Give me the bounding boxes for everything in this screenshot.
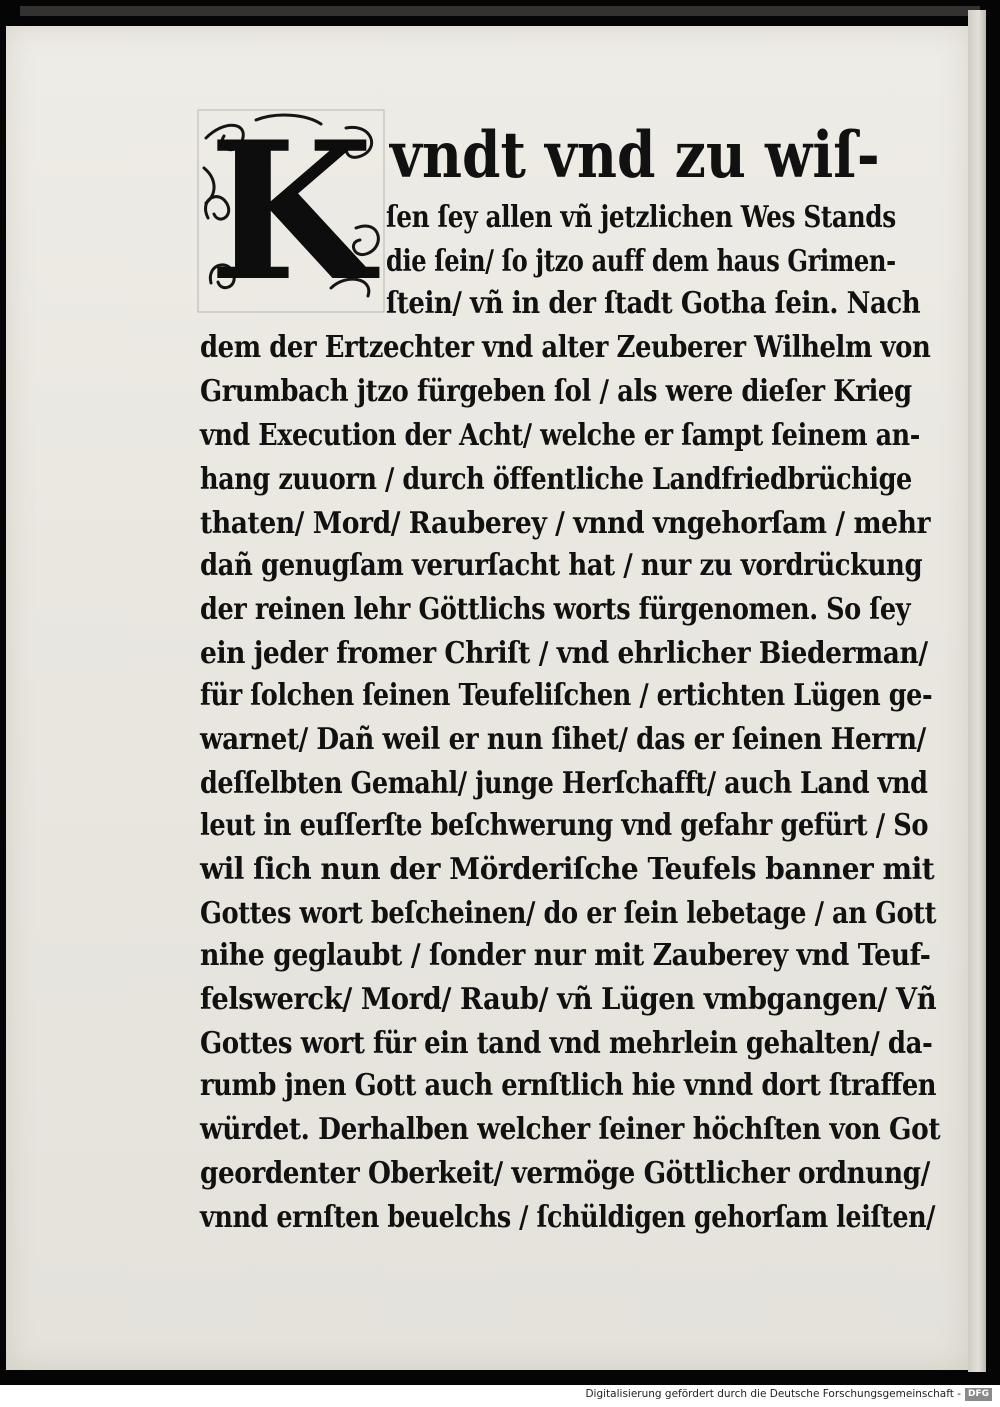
text-line: für ſolchen ſeinen Teufeliſchen / ertichten Lügen ge-: [200, 678, 933, 713]
text-line: würdet. Derhalben welcher ſeiner höchſten von Got: [200, 1112, 941, 1147]
digitization-footer: [585, 1387, 992, 1401]
text-line: rumb jnen Gott auch ernſtlich hie vnnd dort ſtraffen: [200, 1068, 937, 1103]
text-line: der reinen lehr Göttlichs worts fürgenomen. So ſey: [200, 592, 911, 627]
scan-top-strip: [20, 6, 980, 16]
text-line: thaten/ Mord/ Rauberey / vnnd vngehorſam / mehr: [200, 506, 931, 541]
text-line: warnet/ Dañ weil er nun ſihet/ das er ſeinen Herrn/: [200, 722, 926, 757]
text-line: deſſelbten Gemahl/ junge Herſchafft/ auch Land vnd: [200, 766, 928, 801]
decorated-initial-letter: [196, 108, 386, 314]
text-line: felswerck/ Mord/ Raub/ vñ Lügen vmbgangen/ Vñ: [200, 982, 937, 1017]
text-line: vnnd ernſten beuelchs / ſchüldigen gehorſam leiſten/: [200, 1200, 936, 1235]
text-line: hang zuuorn / durch öffentliche Landfriedbrüchige: [200, 462, 912, 497]
dfg-logo: DFG: [965, 1388, 992, 1401]
text-line: ſen ſey allen vñ jetzlichen Wes Stands: [386, 200, 896, 235]
text-line: Gottes wort für ein tand vnd mehrlein gehalten/ da-: [200, 1026, 933, 1061]
text-line: leut in euſſerſte beſchwerung vnd gefahr gefürt / So: [200, 808, 929, 843]
text-line: die ſein/ ſo jtzo auff dem haus Grimen-: [386, 244, 896, 279]
text-line: ein jeder fromer Chriſt / vnd ehrlicher Biederman/: [200, 636, 928, 671]
text-line: geordenter Oberkeit/ vermöge Göttlicher ordnung/: [200, 1156, 930, 1191]
text-line: Grumbach jtzo fürgeben ſol / als were dieſer Krieg: [200, 374, 912, 409]
text-line: ſtein/ vñ in der ſtadt Gotha ſein. Nach: [386, 286, 921, 321]
text-line: vnd Execution der Acht/ welche er ſampt ſeinem an-: [200, 418, 920, 453]
heading-line: vndt vnd zu wiſ-: [390, 118, 880, 193]
initial-letter-glyph: K: [208, 108, 374, 314]
text-line: dem der Ertzechter vnd alter Zeuberer Wilhelm von: [200, 330, 931, 365]
text-line: dañ genugſam verurſacht hat / nur zu vordrückung: [200, 548, 923, 583]
text-line: nihe geglaubt / ſonder nur mit Zauberey vnd Teuf-: [200, 938, 931, 973]
text-line: Gottes wort beſcheinen/ do er ſein lebetage / an Gott: [200, 896, 937, 931]
footer-text: Digitalisierung gefördert durch die Deutsche Forschungsgemeinschaft -: [585, 1388, 961, 1400]
page-edge: [968, 10, 986, 1372]
text-line: wil ſich nun der Mörderiſche Teufels banner mit: [200, 852, 935, 887]
